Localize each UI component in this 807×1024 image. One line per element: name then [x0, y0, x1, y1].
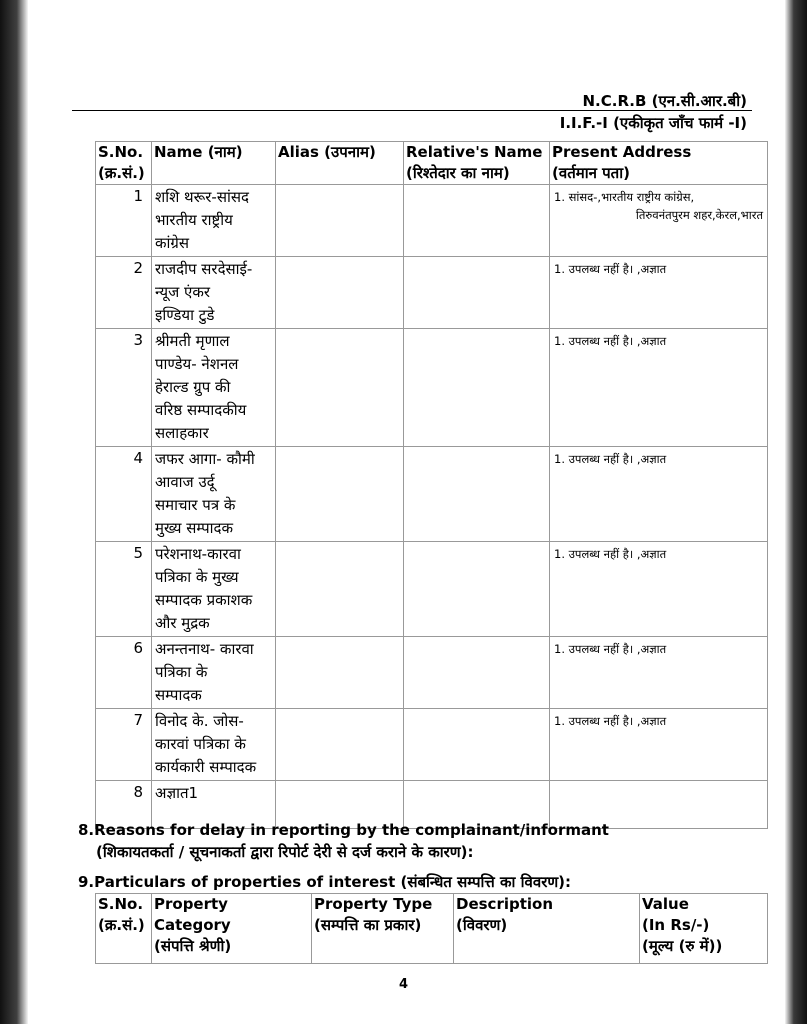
row-name: राजदीप सरदेसाई- न्यूज एंकर इण्डिया टुडे: [152, 257, 276, 329]
row-name: अनन्तनाथ- कारवा पत्रिका के सम्पादक: [152, 637, 276, 709]
row-address: 1. उपलब्ध नहीं है। ,अज्ञात: [550, 709, 768, 781]
row-alias: [276, 329, 404, 447]
row-alias: [276, 257, 404, 329]
col-alias: Alias (उपनाम): [276, 142, 404, 185]
prop-col-description: Description (विवरण): [454, 894, 640, 964]
row-address: 1. उपलब्ध नहीं है। ,अज्ञात: [550, 447, 768, 542]
properties-table-header: [96, 894, 768, 964]
row-alias: [276, 185, 404, 257]
properties-table: [95, 893, 768, 964]
header-ncrb: N.C.R.B (एन.सी.आर.बी): [582, 92, 747, 110]
table-row: 4 जफर आगा- कौमी आवाज उर्दू समाचार पत्र के मुख्य सम्पादक 1. उपलब्ध नहीं है। ,अज्ञात: [96, 447, 768, 542]
row-relative: [404, 542, 550, 637]
row-relative: [404, 447, 550, 542]
prop-col-type: Property Type (सम्पत्ति का प्रकार): [312, 894, 454, 964]
prop-col-value: Value (In Rs/-) (मूल्य (रु में)): [640, 894, 768, 964]
prop-col-sno: S.No. (क्र.सं.): [96, 894, 152, 964]
row-address: 1. उपलब्ध नहीं है। ,अज्ञात: [550, 542, 768, 637]
row-alias: [276, 542, 404, 637]
col-name: Name (नाम): [152, 142, 276, 185]
row-name: श्रीमती मृणाल पाण्डेय- नेशनल हेराल्ड ग्रुप की वरिष्ठ सम्पादकीय सलाहकार: [152, 329, 276, 447]
header-iif: I.I.F.-I (एकीकृत जाँच फार्म -I): [559, 114, 747, 132]
section9-title: 9.Particulars of properties of interest (संबन्धित सम्पत्ति का विवरण):: [78, 873, 572, 891]
table-row: 2 राजदीप सरदेसाई- न्यूज एंकर इण्डिया टुडे 1. उपलब्ध नहीं है। ,अज्ञात: [96, 257, 768, 329]
table-row: 7 विनोद के. जोस- कारवां पत्रिका के कार्यकारी सम्पादक 1. उपलब्ध नहीं है। ,अज्ञात: [96, 709, 768, 781]
table-row: 3 श्रीमती मृणाल पाण्डेय- नेशनल हेराल्ड ग्रुप की वरिष्ठ सम्पादकीय सलाहकार 1. उपलब्ध नहीं है। ,अज्ञात: [96, 329, 768, 447]
section8-subtitle: (शिकायतकर्ता / सूचनाकर्ता द्वारा रिपोर्ट देरी से दर्ज कराने के कारण):: [96, 843, 474, 861]
row-name: परेशनाथ-कारवा पत्रिका के मुख्य सम्पादक प्रकाशक और मुद्रक: [152, 542, 276, 637]
table-row: 8 अज्ञात1: [96, 781, 768, 829]
row-address: 1. उपलब्ध नहीं है। ,अज्ञात: [550, 329, 768, 447]
col-relative: Relative's Name (रिश्तेदार का नाम): [404, 142, 550, 185]
section8-title: 8.Reasons for delay in reporting by the complainant/informant: [78, 821, 609, 839]
row-name: शशि थरूर-सांसद भारतीय राष्ट्रीय कांग्रेस: [152, 185, 276, 257]
row-address: 1. उपलब्ध नहीं है। ,अज्ञात: [550, 257, 768, 329]
row-name: अज्ञात1: [152, 781, 276, 829]
right-edge-shadow: [785, 0, 807, 1024]
col-sno: S.No. (क्र.सं.): [96, 142, 152, 185]
table-row: 6 अनन्तनाथ- कारवा पत्रिका के सम्पादक 1. उपलब्ध नहीं है। ,अज्ञात: [96, 637, 768, 709]
header-rule: [72, 110, 752, 111]
table-row: 5 परेशनाथ-कारवा पत्रिका के मुख्य सम्पादक प्रकाशक और मुद्रक 1. उपलब्ध नहीं है। ,अज्ञात: [96, 542, 768, 637]
row-alias: [276, 637, 404, 709]
row-address: 1. उपलब्ध नहीं है। ,अज्ञात: [550, 637, 768, 709]
row-relative: [404, 637, 550, 709]
row-relative: [404, 185, 550, 257]
left-edge-shadow: [0, 0, 28, 1024]
row-name: विनोद के. जोस- कारवां पत्रिका के कार्यकारी सम्पादक: [152, 709, 276, 781]
prop-col-category: Property Category (संपत्ति श्रेणी): [152, 894, 312, 964]
accused-table-header: [96, 142, 768, 185]
row-relative: [404, 257, 550, 329]
row-alias: [276, 447, 404, 542]
row-relative: [404, 709, 550, 781]
row-alias: [276, 709, 404, 781]
table-row: 1 शशि थरूर-सांसद भारतीय राष्ट्रीय कांग्रेस 1. सांसद-,भारतीय राष्ट्रीय कांग्रेस, तिरुवनंतपुरम शहर,केरल,भारत: [96, 185, 768, 257]
page-number: 4: [398, 977, 409, 992]
col-address: Present Address (वर्तमान पता): [550, 142, 768, 185]
row-address: 1. सांसद-,भारतीय राष्ट्रीय कांग्रेस, तिरुवनंतपुरम शहर,केरल,भारत: [550, 185, 768, 257]
accused-table: [95, 141, 768, 829]
row-relative: [404, 329, 550, 447]
row-name: जफर आगा- कौमी आवाज उर्दू समाचार पत्र के मुख्य सम्पादक: [152, 447, 276, 542]
